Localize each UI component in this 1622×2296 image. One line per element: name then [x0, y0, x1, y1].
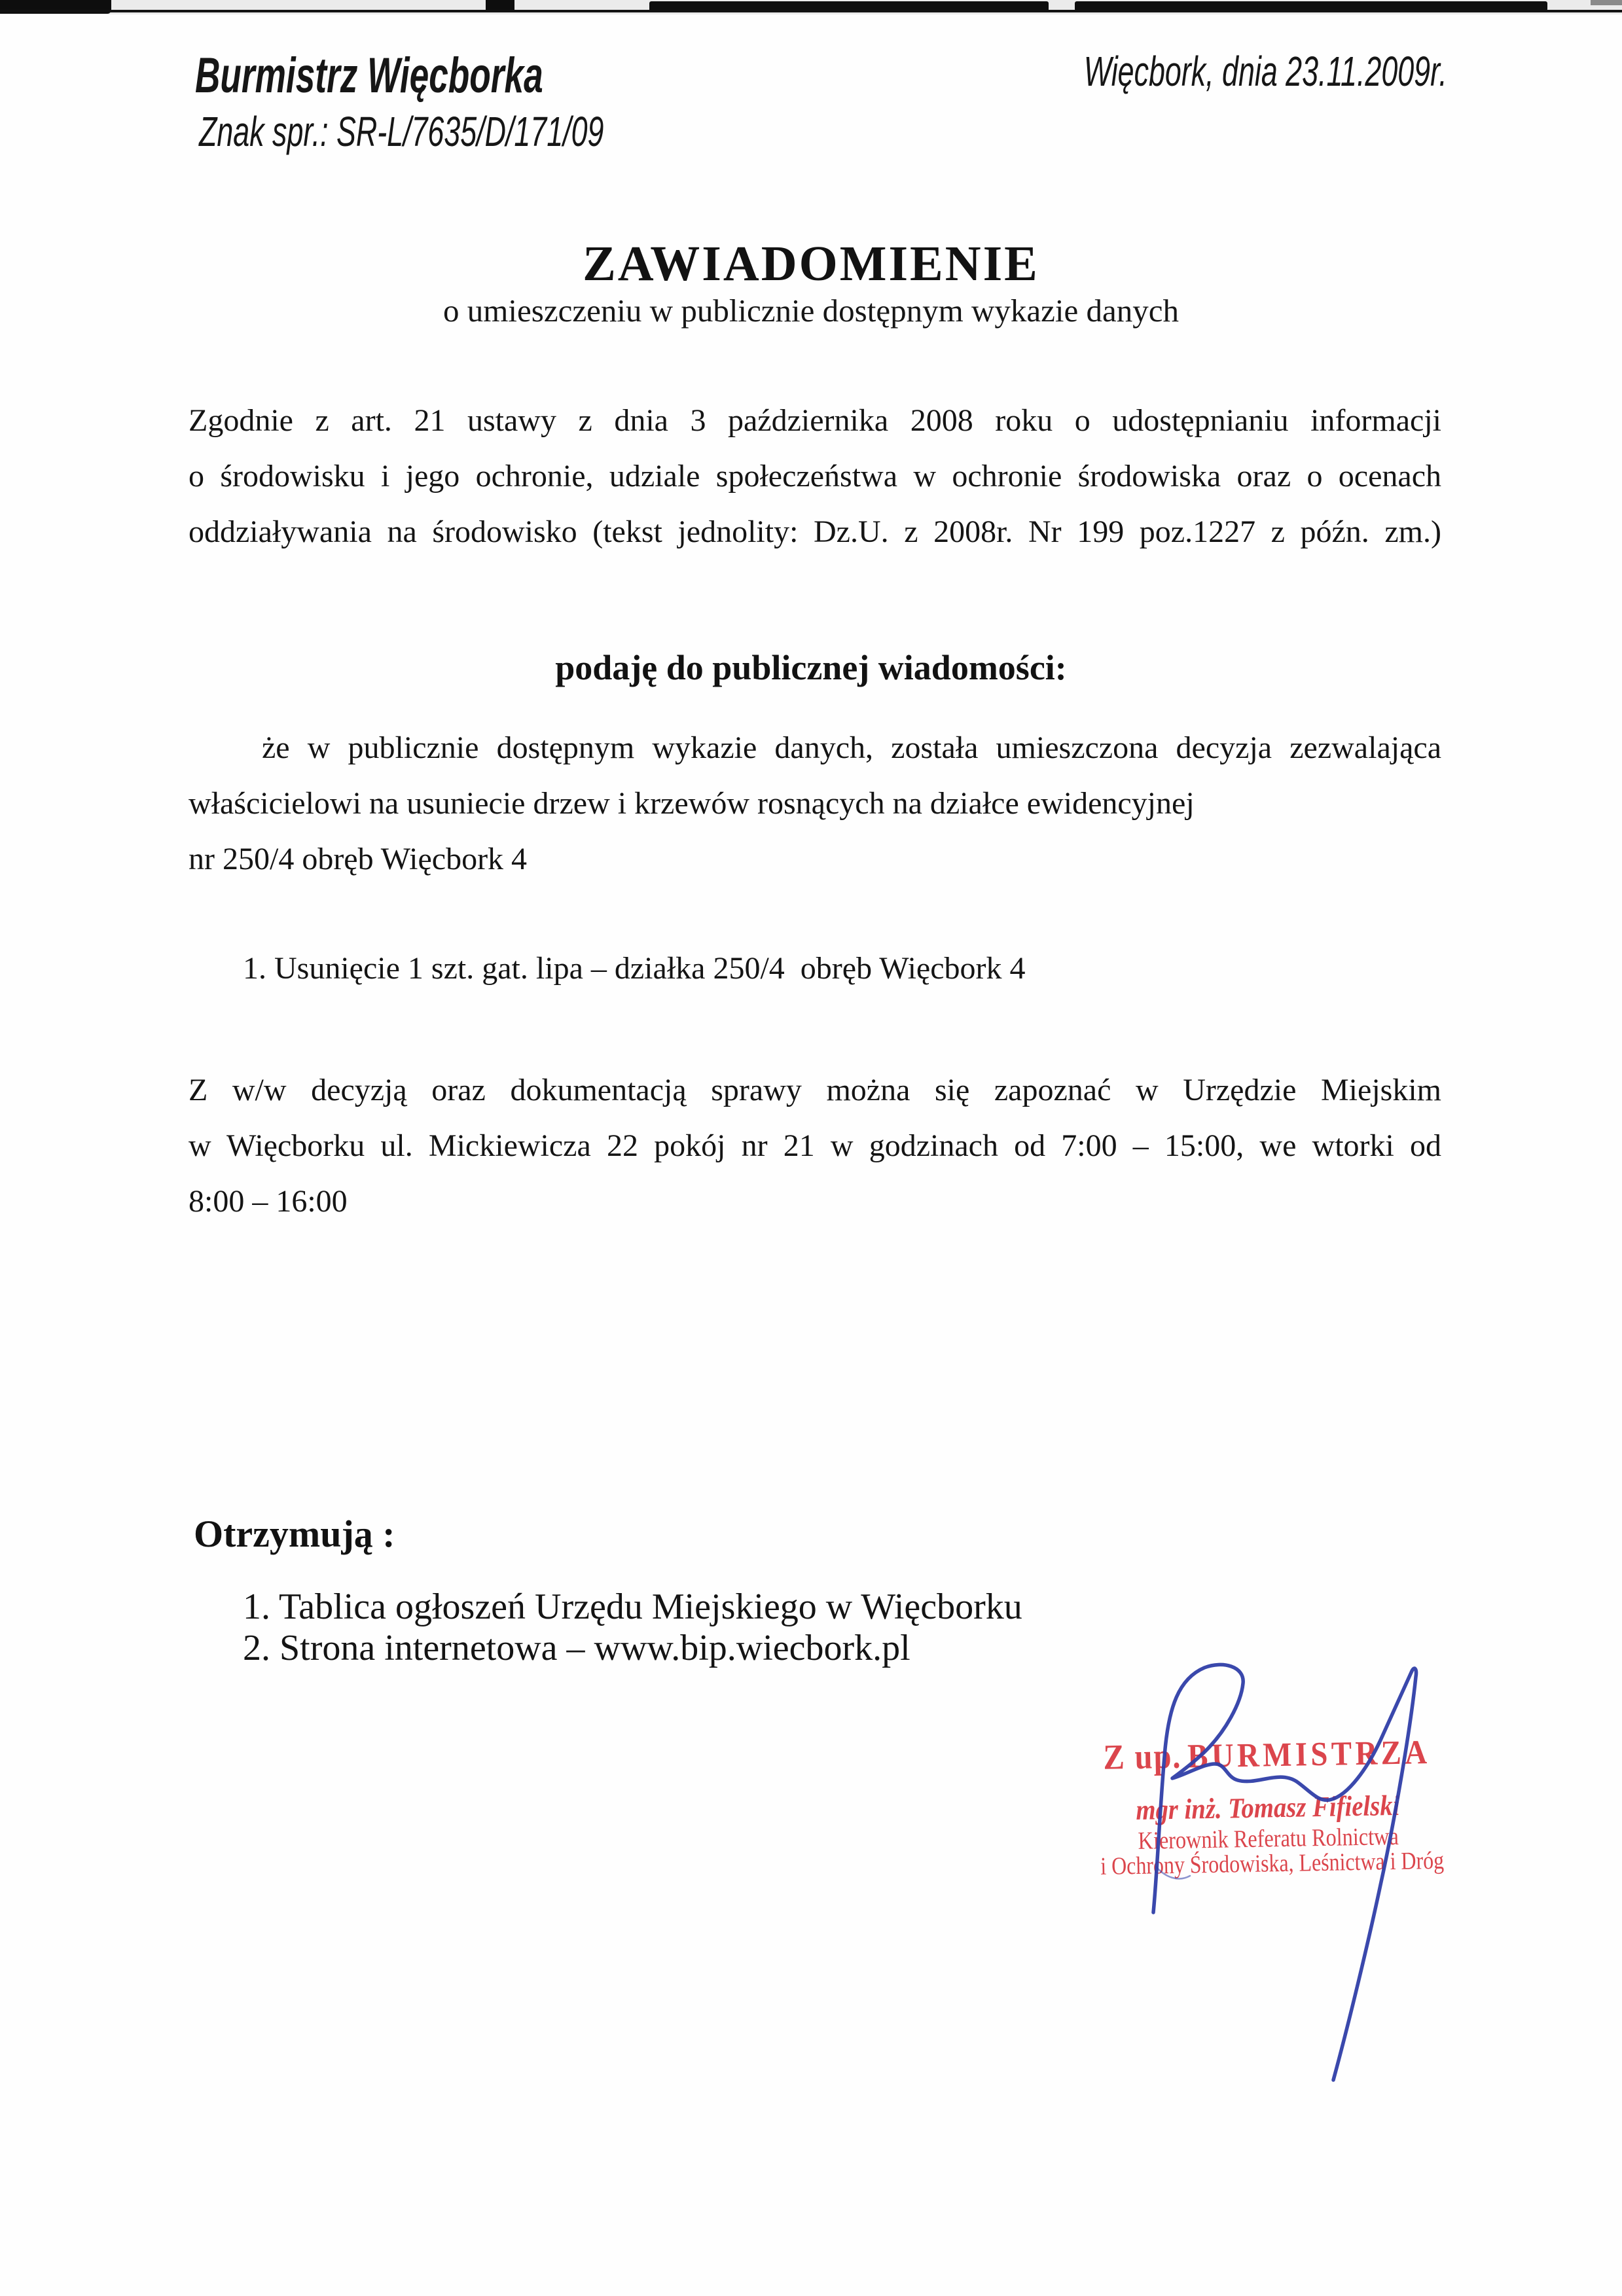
stamp-signer-role-line2: i Ochrony Środowiska, Leśnictwa i Dróg	[1100, 1846, 1445, 1880]
document-subtitle: o umieszczeniu w publicznie dostępnym wykazie danych	[443, 293, 1179, 329]
recipient-item: 2. Strona internetowa – www.bip.wiecbork.pl	[243, 1628, 910, 1668]
paragraph-line: oddziaływania na środowisko (tekst jednolity: Dz.U. z 2008r. Nr 199 poz.1227 z późn. zm.)	[189, 514, 1441, 549]
place-and-date: Więcbork, dnia 23.11.2009r.	[1084, 48, 1447, 95]
paragraph-line: Zgodnie z art. 21 ustawy z dnia 3 października 2008 roku o udostępnianiu informacji	[189, 403, 1441, 438]
paragraph-line: nr 250/4 obręb Więcbork 4	[189, 842, 528, 876]
handwritten-signature	[1113, 1636, 1440, 2108]
sender-name: Burmistrz Więcborka	[195, 48, 543, 103]
recipients-list	[243, 1587, 1022, 1669]
paragraph-line: w Więcborku ul. Mickiewicza 22 pokój nr 21 w godzinach od 7:00 – 15:00, we wtorki od	[189, 1128, 1441, 1163]
scan-artifact-line	[0, 10, 1622, 12]
recipient-item: 1. Tablica ogłoszeń Urzędu Miejskiego w Więcborku	[243, 1587, 1022, 1627]
announcement-paragraph	[189, 720, 1441, 887]
tree-removal-list-item: 1. Usunięcie 1 szt. gat. lipa – działka 250/4 obręb Więcbork 4	[243, 951, 1026, 986]
paragraph-line: 8:00 – 16:00	[189, 1184, 348, 1219]
scan-artifact-corner	[1591, 0, 1622, 5]
stamp-authority-line	[1087, 1734, 1448, 1776]
document-title: ZAWIADOMIENIE	[583, 236, 1039, 291]
stamp-signer-role-line1: Kierownik Referatu Rolnictwa	[1138, 1822, 1399, 1855]
paragraph-line: Z w/w decyzją oraz dokumentacją sprawy można się zapoznać w Urzędzie Miejskim	[189, 1073, 1441, 1107]
inspection-info-paragraph	[189, 1062, 1441, 1229]
paragraph-line: o środowisku i jego ochronie, udziale społeczeństwa w ochronie środowiska oraz o ocenach	[189, 459, 1441, 493]
paragraph-line: że w publicznie dostępnym wykazie danych, została umieszczona decyzja zezwalająca	[262, 730, 1441, 765]
stamp-authority: BURMISTRZA	[1187, 1734, 1431, 1776]
stamp-signer-name: mgr inż. Tomasz Fifielski	[1135, 1789, 1400, 1826]
legal-basis-paragraph	[189, 393, 1441, 560]
recipients-heading: Otrzymują :	[194, 1513, 395, 1555]
case-reference: Znak spr.: SR-L/7635/D/171/09	[199, 108, 604, 155]
announcement-heading: podaję do publicznej wiadomości:	[555, 648, 1067, 687]
stamp-authorization-prefix: Z up.	[1102, 1736, 1182, 1777]
paragraph-line: właścicielowi na usuniecie drzew i krzewów rosnących na działce ewidencyjnej	[189, 786, 1195, 821]
